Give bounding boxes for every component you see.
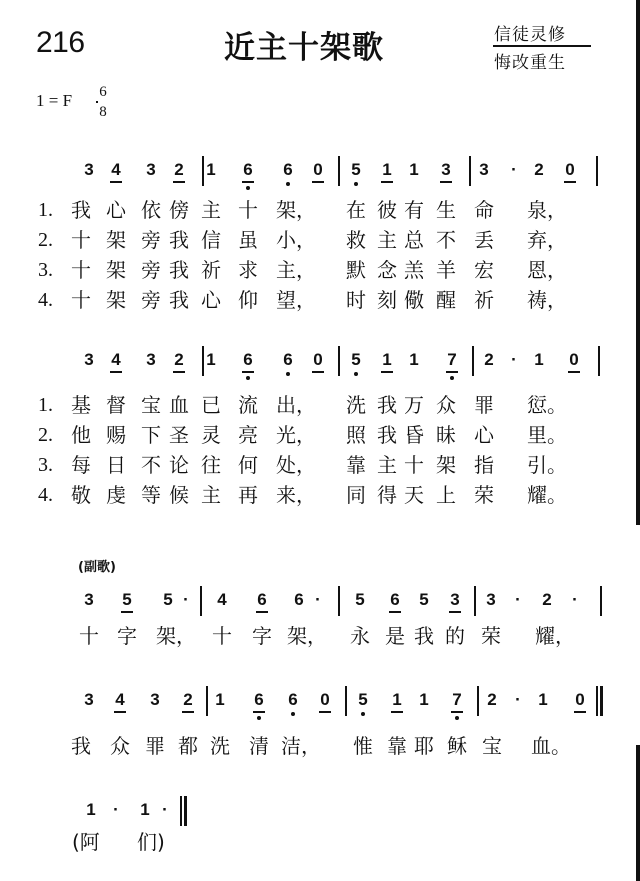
underline-eighth bbox=[253, 711, 265, 713]
underline-eighth bbox=[319, 711, 331, 713]
lyric-char: 候 bbox=[169, 483, 189, 507]
note: 6 bbox=[385, 590, 405, 610]
note: 1 bbox=[215, 690, 225, 709]
lyric-char: 我 bbox=[169, 228, 189, 252]
lyric-char: 架 bbox=[106, 288, 126, 312]
note: 2 bbox=[484, 350, 494, 369]
lyric-char: 傍 bbox=[169, 198, 189, 222]
lyric-char: 论 bbox=[169, 453, 189, 477]
lower-octave-dot bbox=[450, 376, 454, 380]
note: 3 bbox=[146, 160, 156, 179]
lower-octave-dot bbox=[361, 712, 365, 716]
author-divider bbox=[493, 45, 591, 47]
author-bottom: 悔改重生 bbox=[494, 53, 566, 73]
lyric-char: 万 bbox=[404, 393, 424, 417]
underline-eighth bbox=[114, 711, 126, 713]
lyric-char: 恩， bbox=[527, 258, 567, 282]
lyric-char: 十 bbox=[71, 228, 91, 252]
lower-octave-dot bbox=[286, 182, 290, 186]
lyric-char: 上 bbox=[436, 483, 456, 507]
lyric-char: 下 bbox=[141, 423, 161, 447]
underline-eighth bbox=[256, 611, 268, 613]
hymn-number: 216 bbox=[36, 26, 85, 59]
page-edge-upper bbox=[636, 0, 640, 525]
chorus-lyric-char: 的 bbox=[445, 624, 465, 648]
note: 1 bbox=[534, 350, 544, 369]
lyric-char: 愆。 bbox=[527, 393, 567, 417]
lyric-char: 羔 bbox=[404, 258, 424, 282]
chorus-lyric-char: 稣 bbox=[447, 734, 467, 758]
lyric-char: 宏 bbox=[474, 258, 494, 282]
lyric-char: 祷， bbox=[527, 288, 567, 312]
lyric-char: 灵 bbox=[201, 423, 221, 447]
chorus-lyric-char: 靠 bbox=[387, 734, 407, 758]
note: 0 bbox=[564, 350, 584, 370]
underline-eighth bbox=[173, 371, 185, 373]
note: 5 bbox=[419, 590, 429, 609]
note: 1 bbox=[377, 350, 397, 370]
lower-octave-dot bbox=[354, 372, 358, 376]
verse-number: 2. bbox=[38, 229, 53, 251]
lyric-char: 总 bbox=[404, 228, 424, 252]
lyric-char: 我 bbox=[71, 198, 91, 222]
lower-octave-dot bbox=[291, 712, 295, 716]
note: 7 bbox=[447, 690, 467, 710]
chorus-lyric-char: 洁， bbox=[281, 734, 321, 758]
bar-line bbox=[474, 586, 476, 616]
chorus-label: (副歌) bbox=[78, 560, 116, 575]
lyric-char: 再 bbox=[238, 483, 258, 507]
bar-line bbox=[345, 686, 347, 716]
note: 3 bbox=[445, 590, 465, 610]
lyric-char: 依 bbox=[141, 198, 161, 222]
lyric-char: 心 bbox=[474, 423, 494, 447]
lyric-char: 在 bbox=[346, 198, 366, 222]
chorus-lyric-char: 耀， bbox=[535, 624, 575, 648]
underline-eighth bbox=[110, 371, 122, 373]
note: 0 bbox=[308, 350, 328, 370]
note: 4 bbox=[110, 690, 130, 710]
lyric-char: 羊 bbox=[436, 258, 456, 282]
note: 3 bbox=[486, 590, 496, 609]
augmentation-dot: · bbox=[511, 350, 517, 369]
chorus-lyric-char: 是 bbox=[385, 624, 405, 648]
note: 6 bbox=[294, 590, 304, 609]
note: 4 bbox=[106, 350, 126, 370]
lyric-char: 罪 bbox=[474, 393, 494, 417]
note: 1 bbox=[409, 160, 419, 179]
bar-line bbox=[596, 156, 598, 186]
bar-line bbox=[200, 586, 202, 616]
lyric-char: 心 bbox=[106, 198, 126, 222]
note: 1 bbox=[206, 160, 216, 179]
note: 7 bbox=[442, 350, 462, 370]
lyric-char: 里。 bbox=[527, 423, 567, 447]
chorus-lyric-char: 都 bbox=[178, 734, 198, 758]
lyric-char: 流 bbox=[238, 393, 258, 417]
lyric-char: 往 bbox=[201, 453, 221, 477]
underline-eighth bbox=[182, 711, 194, 713]
note: 1 bbox=[538, 690, 548, 709]
bar-line bbox=[472, 346, 474, 376]
lyric-char: 已 bbox=[201, 393, 221, 417]
lyric-char: 小， bbox=[276, 228, 316, 252]
lyric-char: 心 bbox=[201, 288, 221, 312]
lyric-char: 主 bbox=[377, 453, 397, 477]
underline-eighth bbox=[312, 181, 324, 183]
underline-eighth bbox=[389, 611, 401, 613]
verse-number: 3. bbox=[38, 259, 53, 281]
underline-eighth bbox=[173, 181, 185, 183]
lyric-char: 信 bbox=[201, 228, 221, 252]
note: 5 bbox=[346, 160, 366, 180]
lyric-char: 虽 bbox=[238, 228, 258, 252]
amen-text: (阿 bbox=[72, 830, 100, 854]
note: 3 bbox=[479, 160, 489, 179]
underline-eighth bbox=[381, 181, 393, 183]
hymn-title: 近主十架歌 bbox=[224, 30, 384, 66]
augmentation-dot: · bbox=[572, 590, 578, 609]
chorus-lyric-char: 十 bbox=[79, 624, 99, 648]
note: 1 bbox=[419, 690, 429, 709]
note: 0 bbox=[560, 160, 580, 180]
amen-text: 们) bbox=[137, 830, 165, 854]
note: 3 bbox=[84, 160, 94, 179]
note: 2 bbox=[542, 590, 552, 609]
note: 5 bbox=[117, 590, 137, 610]
note: 1 bbox=[377, 160, 397, 180]
note: 5 bbox=[163, 590, 173, 609]
lyric-char: 十 bbox=[404, 453, 424, 477]
lyric-char: 主 bbox=[201, 483, 221, 507]
underline-eighth bbox=[451, 711, 463, 713]
lyric-char: 得 bbox=[377, 483, 397, 507]
lower-octave-dot bbox=[354, 182, 358, 186]
lyric-char: 主， bbox=[276, 258, 316, 282]
lyric-char: 架 bbox=[436, 453, 456, 477]
lyric-char: 昧 bbox=[436, 423, 456, 447]
note: 5 bbox=[346, 350, 366, 370]
chorus-lyric-char: 众 bbox=[110, 734, 130, 758]
lyric-char: 我 bbox=[169, 288, 189, 312]
bar-line bbox=[469, 156, 471, 186]
note: 4 bbox=[217, 590, 227, 609]
note: 1 bbox=[86, 800, 96, 819]
lyric-char: 耀。 bbox=[527, 483, 567, 507]
lyric-char: 生 bbox=[436, 198, 456, 222]
bar-line bbox=[206, 686, 208, 716]
lyric-char: 等 bbox=[141, 483, 161, 507]
note: 1 bbox=[409, 350, 419, 369]
lyric-char: 荣 bbox=[474, 483, 494, 507]
lyric-char: 我 bbox=[169, 258, 189, 282]
lyric-char: 昏 bbox=[404, 423, 424, 447]
lyric-char: 众 bbox=[436, 393, 456, 417]
lyric-char: 旁 bbox=[141, 258, 161, 282]
chorus-lyric-char: 清 bbox=[249, 734, 269, 758]
lyric-char: 照 bbox=[346, 423, 366, 447]
note: 3 bbox=[146, 350, 156, 369]
lyric-char: 我 bbox=[377, 393, 397, 417]
lyric-char: 主 bbox=[201, 198, 221, 222]
underline-eighth bbox=[568, 371, 580, 373]
lyric-char: 引。 bbox=[527, 453, 567, 477]
underline-eighth bbox=[312, 371, 324, 373]
key-signature: 1 = F bbox=[36, 91, 73, 110]
lyric-char: 命 bbox=[474, 198, 494, 222]
lyric-char: 念 bbox=[377, 258, 397, 282]
note: 1 bbox=[206, 350, 216, 369]
lyric-char: 十 bbox=[71, 258, 91, 282]
lyric-char: 十 bbox=[71, 288, 91, 312]
note: 6 bbox=[252, 590, 272, 610]
underline-eighth bbox=[110, 181, 122, 183]
note: 5 bbox=[353, 690, 373, 710]
lyric-char: 祈 bbox=[201, 258, 221, 282]
lyric-char: 宝 bbox=[141, 393, 161, 417]
lyric-char: 天 bbox=[404, 483, 424, 507]
lyric-char: 光， bbox=[276, 423, 316, 447]
lyric-char: 血 bbox=[169, 393, 189, 417]
chorus-lyric-char: 宝 bbox=[482, 734, 502, 758]
lyric-char: 醒 bbox=[436, 288, 456, 312]
note: 6 bbox=[238, 350, 258, 370]
time-signature bbox=[96, 84, 110, 120]
lyric-char: 刻 bbox=[377, 288, 397, 312]
bar-line bbox=[477, 686, 479, 716]
note: 1 bbox=[387, 690, 407, 710]
chorus-lyric-char: 荣 bbox=[481, 624, 501, 648]
note: 3 bbox=[436, 160, 456, 180]
chorus-lyric-char: 永 bbox=[350, 624, 370, 648]
note: 2 bbox=[169, 160, 189, 180]
underline-eighth bbox=[381, 371, 393, 373]
underline-eighth bbox=[242, 181, 254, 183]
lyric-char: 何 bbox=[238, 453, 258, 477]
lyric-char: 仰 bbox=[238, 288, 258, 312]
note: 6 bbox=[238, 160, 258, 180]
lyric-char: 救 bbox=[346, 228, 366, 252]
lyric-char: 赐 bbox=[106, 423, 126, 447]
note: 6 bbox=[278, 350, 298, 370]
note: 3 bbox=[84, 590, 94, 609]
lyric-char: 每 bbox=[71, 453, 91, 477]
augmentation-dot: · bbox=[315, 590, 321, 609]
bar-line bbox=[338, 156, 340, 186]
underline-eighth bbox=[446, 371, 458, 373]
lyric-char: 有 bbox=[404, 198, 424, 222]
bar-line bbox=[338, 586, 340, 616]
final-bar-thick bbox=[184, 796, 187, 826]
lyric-char: 不 bbox=[436, 228, 456, 252]
lyric-char: 出， bbox=[276, 393, 316, 417]
note: 4 bbox=[106, 160, 126, 180]
page-edge-lower bbox=[636, 745, 640, 881]
lyric-char: 他 bbox=[71, 423, 91, 447]
lyric-char: 十 bbox=[238, 198, 258, 222]
lyric-char: 时 bbox=[346, 288, 366, 312]
note: 6 bbox=[283, 690, 303, 710]
bar-line bbox=[338, 346, 340, 376]
verse-number: 3. bbox=[38, 454, 53, 476]
lyric-char: 处， bbox=[276, 453, 316, 477]
fraction-bar bbox=[96, 101, 98, 103]
augmentation-dot: · bbox=[515, 590, 521, 609]
bar-line bbox=[598, 346, 600, 376]
lyric-char: 我 bbox=[377, 423, 397, 447]
lyric-char: 泉， bbox=[527, 198, 567, 222]
note: 0 bbox=[570, 690, 590, 710]
lyric-char: 儆 bbox=[404, 288, 424, 312]
augmentation-dot: · bbox=[515, 690, 521, 709]
lyric-char: 主 bbox=[377, 228, 397, 252]
lower-octave-dot bbox=[246, 186, 250, 190]
augmentation-dot: · bbox=[511, 160, 517, 179]
lower-octave-dot bbox=[246, 376, 250, 380]
lower-octave-dot bbox=[455, 716, 459, 720]
time-numerator: 6 bbox=[99, 84, 107, 100]
lyric-char: 默 bbox=[346, 258, 366, 282]
note: 2 bbox=[487, 690, 497, 709]
note: 0 bbox=[315, 690, 335, 710]
underline-eighth bbox=[391, 711, 403, 713]
lyric-char: 圣 bbox=[169, 423, 189, 447]
underline-eighth bbox=[449, 611, 461, 613]
underline-eighth bbox=[121, 611, 133, 613]
final-bar-thin bbox=[596, 686, 598, 716]
lyric-char: 不 bbox=[141, 453, 161, 477]
lyric-char: 丢 bbox=[474, 228, 494, 252]
chorus-lyric-char: 架， bbox=[156, 624, 196, 648]
underline-eighth bbox=[242, 371, 254, 373]
lyric-char: 架， bbox=[276, 198, 316, 222]
note: 1 bbox=[140, 800, 150, 819]
note: 3 bbox=[84, 350, 94, 369]
chorus-lyric-char: 架， bbox=[287, 624, 327, 648]
augmentation-dot: · bbox=[113, 800, 119, 819]
note: 5 bbox=[355, 590, 365, 609]
note: 2 bbox=[534, 160, 544, 179]
lyric-char: 敬 bbox=[71, 483, 91, 507]
underline-eighth bbox=[440, 181, 452, 183]
chorus-lyric-char: 我 bbox=[414, 624, 434, 648]
lyric-char: 基 bbox=[71, 393, 91, 417]
note: 2 bbox=[169, 350, 189, 370]
lyric-char: 架 bbox=[106, 228, 126, 252]
lyric-char: 来， bbox=[276, 483, 316, 507]
lyric-char: 祈 bbox=[474, 288, 494, 312]
verse-number: 1. bbox=[38, 394, 53, 416]
verse-number: 1. bbox=[38, 199, 53, 221]
note: 3 bbox=[84, 690, 94, 709]
lyric-char: 靠 bbox=[346, 453, 366, 477]
chorus-lyric-char: 罪 bbox=[145, 734, 165, 758]
lyric-char: 旁 bbox=[141, 288, 161, 312]
verse-number: 4. bbox=[38, 484, 53, 506]
underline-eighth bbox=[574, 711, 586, 713]
lyric-char: 望， bbox=[276, 288, 316, 312]
chorus-lyric-char: 洗 bbox=[210, 734, 230, 758]
note: 3 bbox=[150, 690, 160, 709]
lyric-char: 同 bbox=[346, 483, 366, 507]
lyric-char: 旁 bbox=[141, 228, 161, 252]
chorus-lyric-char: 惟 bbox=[353, 734, 373, 758]
underline-eighth bbox=[564, 181, 576, 183]
lyric-char: 彼 bbox=[377, 198, 397, 222]
lyric-char: 虔 bbox=[106, 483, 126, 507]
lyric-char: 督 bbox=[106, 393, 126, 417]
lower-octave-dot bbox=[286, 372, 290, 376]
chorus-lyric-char: 耶 bbox=[414, 734, 434, 758]
note: 2 bbox=[178, 690, 198, 710]
chorus-lyric-char: 血。 bbox=[531, 734, 571, 758]
final-bar-thin bbox=[180, 796, 182, 826]
author-top: 信徒灵修 bbox=[494, 25, 566, 45]
final-bar-thick bbox=[600, 686, 603, 716]
augmentation-dot: · bbox=[162, 800, 168, 819]
chorus-lyric-char: 字 bbox=[117, 624, 137, 648]
time-denominator: 8 bbox=[99, 103, 107, 120]
lyric-char: 架 bbox=[106, 258, 126, 282]
note: 6 bbox=[249, 690, 269, 710]
chorus-lyric-char: 我 bbox=[71, 734, 91, 758]
lyric-char: 洗 bbox=[346, 393, 366, 417]
lyric-char: 弃， bbox=[527, 228, 567, 252]
verse-number: 2. bbox=[38, 424, 53, 446]
lyric-char: 指 bbox=[474, 453, 494, 477]
lyric-char: 日 bbox=[106, 453, 126, 477]
chorus-lyric-char: 字 bbox=[252, 624, 272, 648]
verse-number: 4. bbox=[38, 289, 53, 311]
lyric-char: 求 bbox=[238, 258, 258, 282]
chorus-lyric-char: 十 bbox=[212, 624, 232, 648]
lyric-char: 亮 bbox=[238, 423, 258, 447]
augmentation-dot: · bbox=[183, 590, 189, 609]
bar-line bbox=[600, 586, 602, 616]
note: 0 bbox=[308, 160, 328, 180]
lower-octave-dot bbox=[257, 716, 261, 720]
note: 6 bbox=[278, 160, 298, 180]
